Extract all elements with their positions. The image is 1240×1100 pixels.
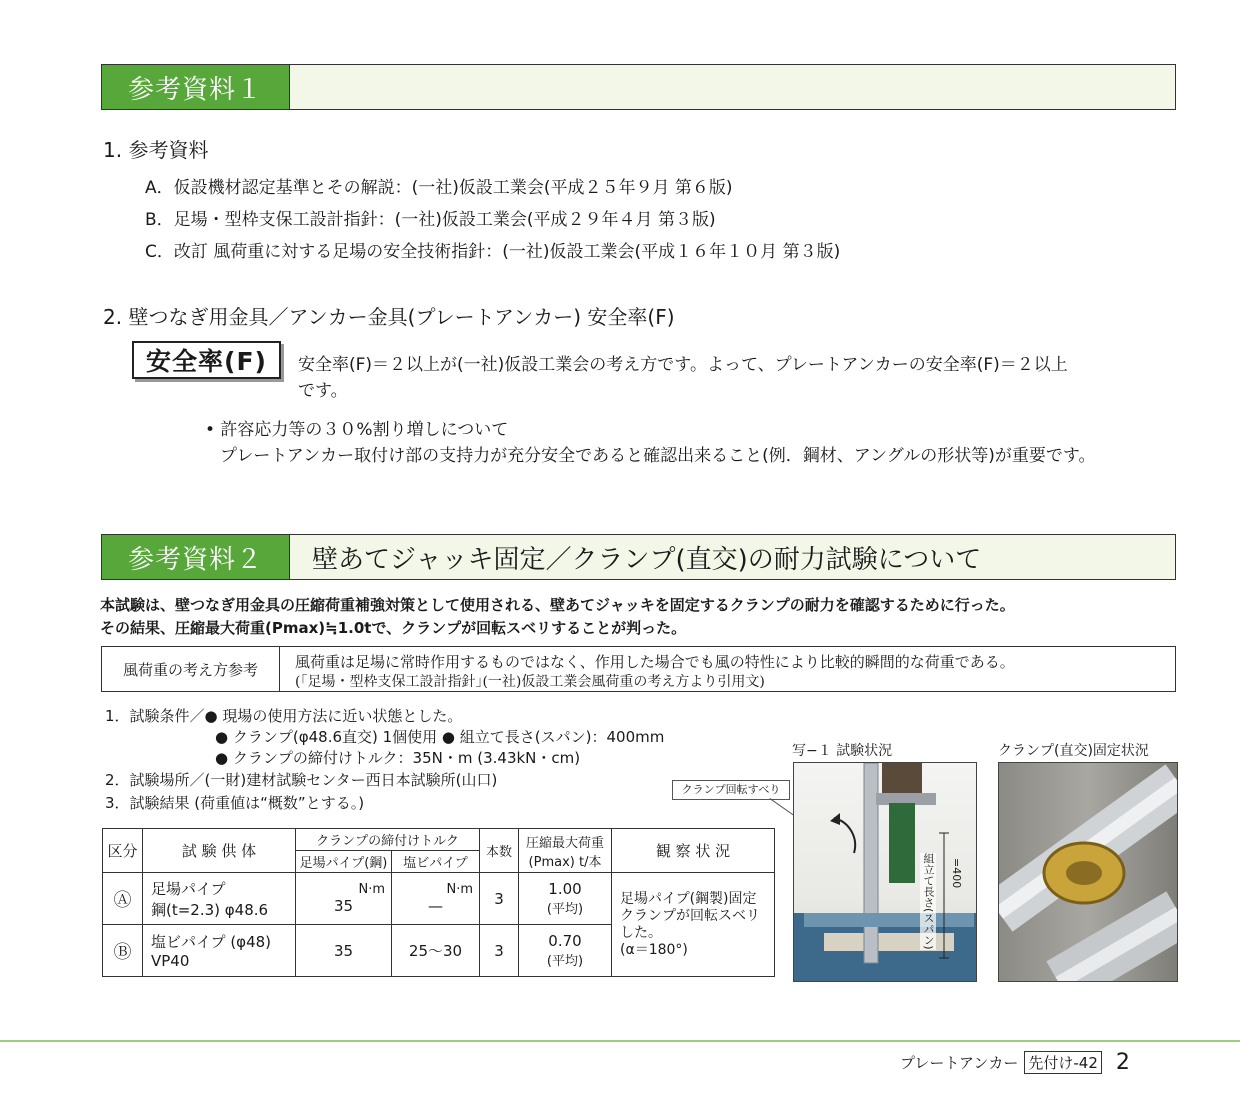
row-mark: Ⓑ [103,925,143,977]
note-heading: • 許容応力等の３０%割り増しについて [205,420,509,440]
row-specimen-line1: 塩ビパイプ (φ48) [151,933,272,951]
table-row [103,873,775,925]
header-count: 本数 [480,829,519,873]
row-steel-value: 35 [296,925,392,977]
row-pvc-value: 25〜30 [392,925,480,977]
header-max-load-line2: (Pmax) t/本 [528,854,602,870]
observation-cell [612,873,775,977]
observation-line4: (α＝180°) [620,941,688,958]
section1-header [101,64,1176,110]
note-body: プレートアンカー取付け部の支持力が充分安全であると確認出来ること(例．鋼材、アングルの形状等)が重要です。 [220,446,1096,466]
intro-line1: 本試験は、壁つなぎ用金具の圧縮荷重補強対策として使用される、壁あてジャッキを固定するクランプの耐力を確認するために行った。 [100,596,1015,614]
row-load [519,925,612,977]
test-place: 2．試験場所／(一財)建材試験センター西日本試験所(山口) [105,771,498,789]
safety-factor-badge: 安全率(F) [132,341,281,379]
row-pvc-torque [392,873,480,925]
footer-product: プレートアンカー [900,1054,1019,1072]
results-table [102,828,775,977]
photo1-caption: 写−１ 試験状況 [792,743,893,759]
test-condition-2: ● クランプ(φ48.6直交) 1個使用 ● 組立て長さ(スパン)：400mm [215,728,665,746]
footer-code: 先付け-42 [1024,1051,1102,1074]
test-photo [793,762,977,982]
clamp-photo [998,762,1178,982]
test-result-heading: 3．試験結果 (荷重値は“概数”とする。) [105,794,365,812]
header-specimen: 試 験 供 体 [143,829,296,873]
safety-text-line2: です。 [298,381,348,401]
row-count: 3 [480,873,519,925]
section2-header [101,534,1176,580]
span-dimension-label: 組立て長さ(スパン) [922,853,935,950]
wind-load-text: 風荷重は足場に常時作用するものではなく、作用した場合でも風の特性により比較的瞬間的な荷重である。 [295,653,1015,671]
footer-divider [0,1040,1240,1042]
reference-item: B．足場・型枠支保工設計指針：(一社)仮設工業会(平成２９年４月 第３版) [145,210,716,230]
header-category: 区分 [103,829,143,873]
row-pvc-value: — [428,897,443,915]
intro-line2: その結果、圧縮最大荷重(Pmax)≒1.0tで、クランプが回転スベリすることが判った。 [100,619,687,637]
test-condition-3: ● クランプの締付けトルク：35N・m (3.43kN・cm) [215,749,581,767]
row-specimen-line2: 鋼(t=2.3) φ48.6 [151,900,269,919]
wind-load-box [101,646,1176,692]
safety-text-line1: 安全率(F)＝２以上が(一社)仮設工業会の考え方です。よって、プレートアンカーの安全率(F)＝２以上 [298,355,1068,375]
clamp-image [999,763,1178,982]
row-load-avg: (平均) [546,954,584,969]
heading-references: 1. 参考資料 [103,138,209,162]
row-specimen-line2: VP40 [151,952,190,970]
row-steel-value: 35 [333,897,354,915]
row-specimen-line1: 足場パイプ [151,879,226,898]
reference-item: A．仮設機材認定基準とその解説：(一社)仮設工業会(平成２５年９月 第６版) [145,178,733,198]
row-mark: Ⓐ [103,873,143,925]
span-dimension-value: =400 [950,858,963,889]
footer [900,1050,1130,1075]
row-load-avg: (平均) [546,902,584,917]
unit-label: N·m [446,882,473,897]
callout-label: クランプ回転すべり [672,780,790,800]
section1-tag: 参考資料１ [102,65,290,109]
row-specimen [143,873,296,925]
photo2-caption: クランプ(直交)固定状況 [998,743,1149,759]
wind-load-label: 風荷重の考え方参考 [102,647,280,691]
reference-item: C．改訂 風荷重に対する足場の安全技術指針：(一社)仮設工業会(平成１６年１０月 第３版) [145,242,841,262]
header-torque: クランプの締付けトルク [296,829,480,851]
row-specimen [143,925,296,977]
row-count: 3 [480,925,519,977]
observation-line2: クランプが回転スベリ [620,907,760,924]
header-observation: 観 察 状 況 [612,829,775,873]
section2-tag: 参考資料２ [102,535,290,579]
unit-label: N·m [358,882,385,897]
section2-title: 壁あてジャッキ固定／クランプ(直交)の耐力試験について [312,544,982,575]
row-load-value: 0.70 [548,932,582,950]
header-steel-pipe: 足場パイプ(鋼) [296,851,392,873]
row-load [519,873,612,925]
heading-safety-factor: 2. 壁つなぎ用金具／アンカー金具(プレートアンカー) 安全率(F) [103,305,675,329]
row-load-value: 1.00 [548,880,582,898]
observation-line1: 足場パイプ(鋼製)固定 [620,890,757,907]
page-number: 2 [1115,1050,1130,1075]
observation-line3: した。 [620,924,662,941]
header-max-load-line1: 圧縮最大荷重 [525,835,604,851]
header-max-load [519,829,612,873]
header-pvc-pipe: 塩ビパイプ [392,851,480,873]
wind-load-citation: (｢足場・型枠支保工設計指針｣(一社)仮設工業会風荷重の考え方より引用文) [295,674,765,690]
row-steel-torque [296,873,392,925]
test-condition-1: 1．試験条件／● 現場の使用方法に近い状態とした。 [105,707,463,725]
